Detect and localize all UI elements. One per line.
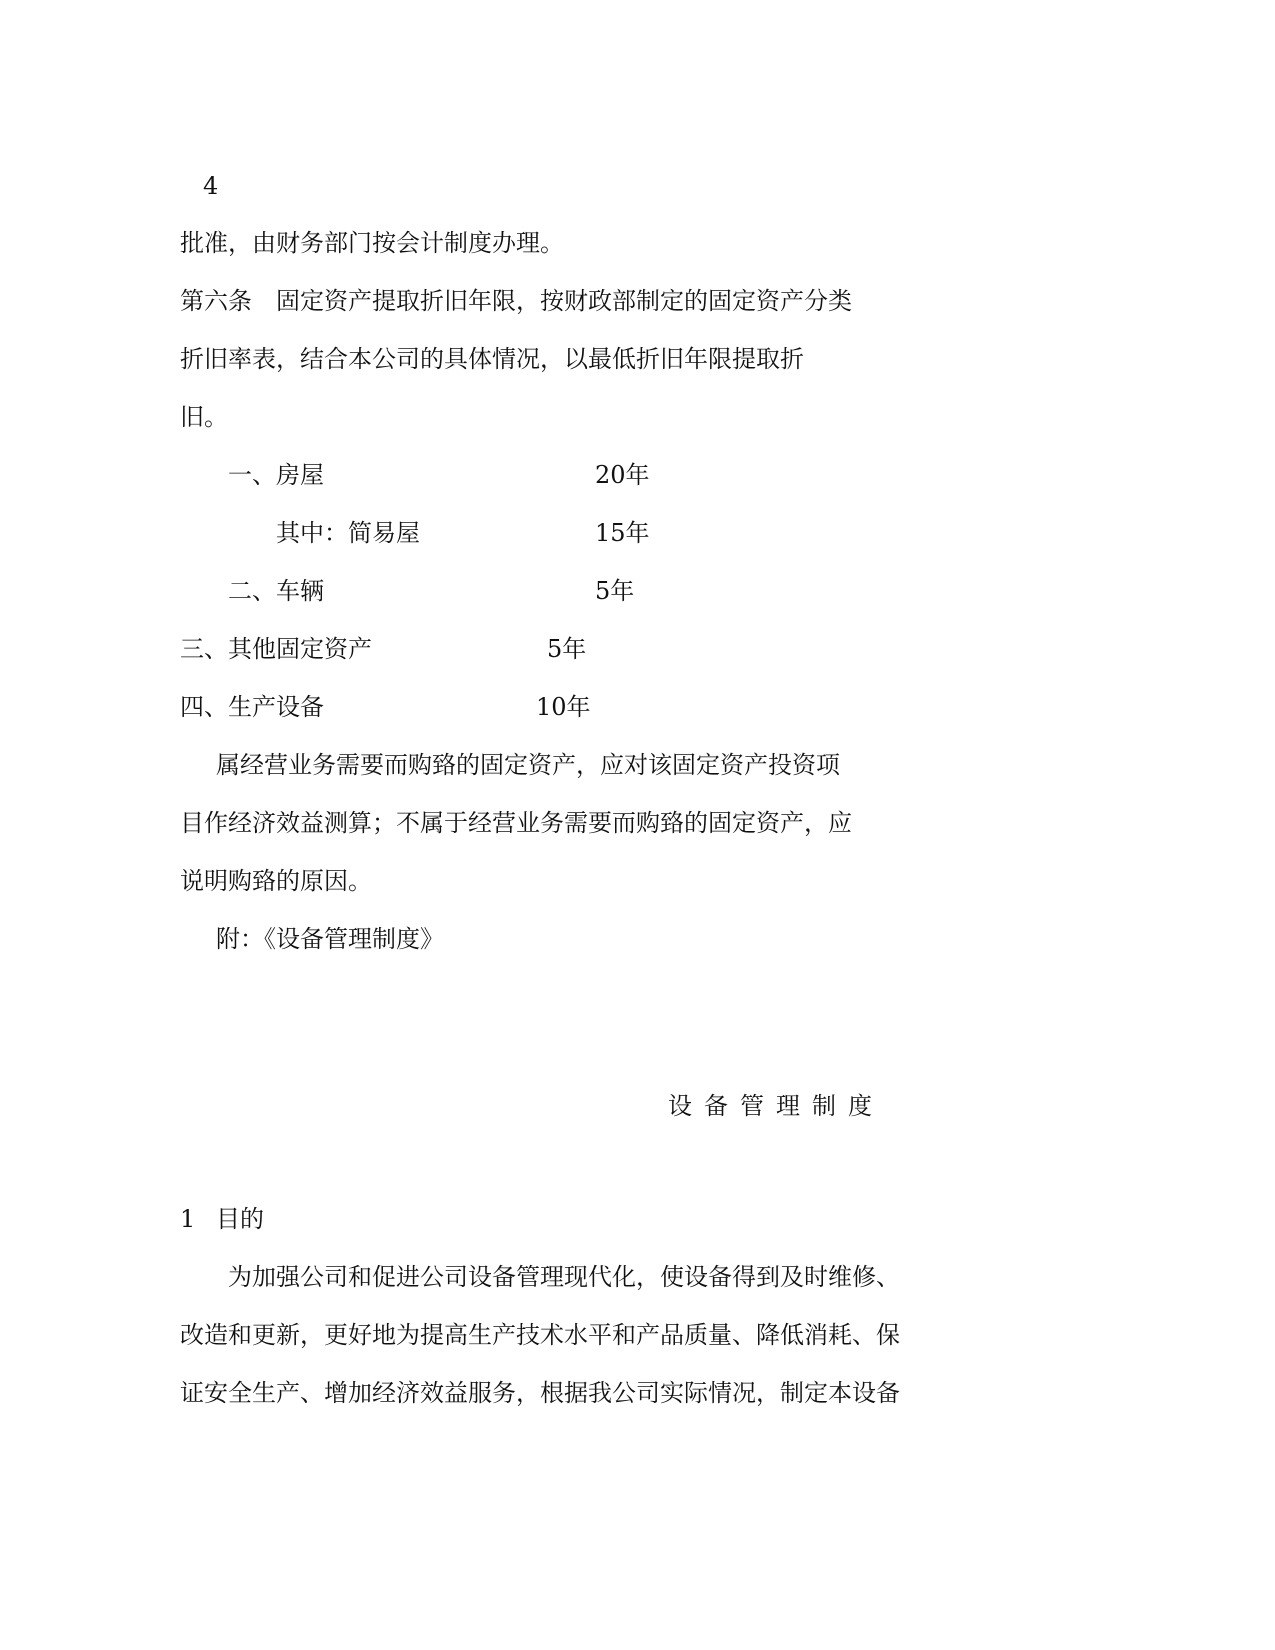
depreciation-item-label: 二、车辆 bbox=[228, 577, 324, 605]
paragraph-line: 批准，由财务部门按会计制度办理。 bbox=[180, 229, 564, 257]
page-number: 4 bbox=[203, 172, 219, 200]
depreciation-item-label: 三、其他固定资产 bbox=[180, 635, 372, 663]
depreciation-item-label: 四、生产设备 bbox=[180, 693, 324, 721]
depreciation-item-years: 15年 bbox=[595, 519, 650, 547]
article-six-line: 第六条 固定资产提取折旧年限，按财政部制定的固定资产分类 bbox=[180, 287, 852, 315]
paragraph-line: 旧。 bbox=[180, 403, 228, 431]
section-title: 设备管理制度 bbox=[668, 1092, 884, 1120]
paragraph-line: 目作经济效益测算；不属于经营业务需要而购臵的固定资产，应 bbox=[180, 809, 852, 837]
paragraph-line: 证安全生产、增加经济效益服务，根据我公司实际情况，制定本设备 bbox=[180, 1379, 900, 1407]
paragraph-line: 为加强公司和促进公司设备管理现代化，使设备得到及时维修、 bbox=[228, 1263, 900, 1291]
section-heading-number: 1 bbox=[180, 1205, 196, 1233]
section-heading-text: 目的 bbox=[216, 1205, 264, 1233]
depreciation-item-years: 5年 bbox=[547, 635, 587, 663]
depreciation-item-years: 20年 bbox=[595, 461, 650, 489]
paragraph-line: 说明购臵的原因。 bbox=[180, 867, 372, 895]
paragraph-line: 折旧率表，结合本公司的具体情况，以最低折旧年限提取折 bbox=[180, 345, 804, 373]
depreciation-item-label: 一、房屋 bbox=[228, 461, 324, 489]
depreciation-item-years: 10年 bbox=[536, 693, 591, 721]
attachment-note: 附：《设备管理制度》 bbox=[216, 925, 444, 953]
paragraph-line: 属经营业务需要而购臵的固定资产，应对该固定资产投资项 bbox=[216, 751, 840, 779]
paragraph-line: 改造和更新，更好地为提高生产技术水平和产品质量、降低消耗、保 bbox=[180, 1321, 900, 1349]
depreciation-item-label: 其中：简易屋 bbox=[276, 519, 420, 547]
depreciation-item-years: 5年 bbox=[595, 577, 635, 605]
